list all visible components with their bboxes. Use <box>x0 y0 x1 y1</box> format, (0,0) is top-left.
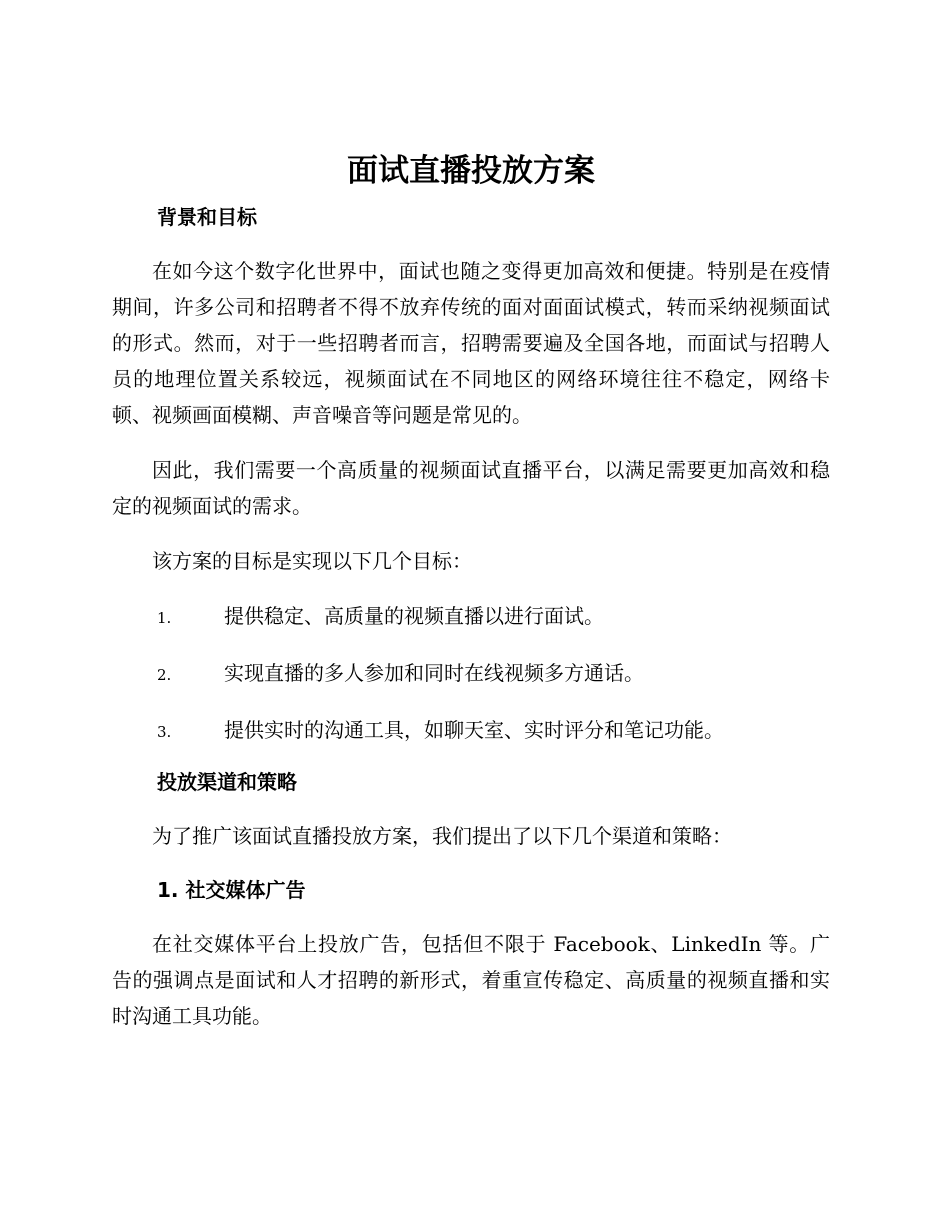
paragraph-background: 在如今这个数字化世界中，面试也随之变得更加高效和便捷。特别是在疫情期间，许多公司和招聘者不得不放弃传统的面对面面试模式，转而采纳视频面试的形式。然而，对于一些招聘者而言，招聘需要遍及全国各地，而面试与招聘人员的地理位置关系较远，视频面试在不同地区的网络环境往往不稳定，网络卡顿、视频画面模糊、声音噪音等问题是常见的。 <box>112 259 830 428</box>
paragraph-goals-intro: 该方案的目标是实现以下几个目标： <box>152 549 472 574</box>
list-item-number: 2. <box>157 666 172 685</box>
subsection-heading-social-media: 1. 社交媒体广告 <box>157 878 306 903</box>
list-item-text: 实现直播的多人参加和同时在线视频多方通话。 <box>224 661 644 686</box>
list-item-text: 提供实时的沟通工具，如聊天室、实时评分和笔记功能。 <box>224 718 724 743</box>
section-heading-channels: 投放渠道和策略 <box>157 770 297 795</box>
paragraph-social-media: 在社交媒体平台上投放广告，包括但不限于 Facebook、LinkedIn 等。广告的强调点是面试和人才招聘的新形式，着重宣传稳定、高质量的视频直播和实时沟通工具功能。 <box>112 932 830 1029</box>
list-item-number: 1. <box>157 609 172 628</box>
paragraph-need: 因此，我们需要一个高质量的视频面试直播平台，以满足需要更加高效和稳定的视频面试的需求。 <box>112 458 830 519</box>
document-page <box>112 140 830 1034</box>
goals-list <box>112 598 830 750</box>
list-item-text: 提供稳定、高质量的视频直播以进行面试。 <box>224 604 604 629</box>
document-title: 面试直播投放方案 <box>347 153 595 189</box>
list-item <box>112 712 830 750</box>
list-item <box>112 598 830 636</box>
list-item <box>112 655 830 693</box>
list-item-number: 3. <box>157 723 172 742</box>
paragraph-channels-intro: 为了推广该面试直播投放方案，我们提出了以下几个渠道和策略： <box>152 824 732 849</box>
section-heading-background: 背景和目标 <box>157 205 257 230</box>
